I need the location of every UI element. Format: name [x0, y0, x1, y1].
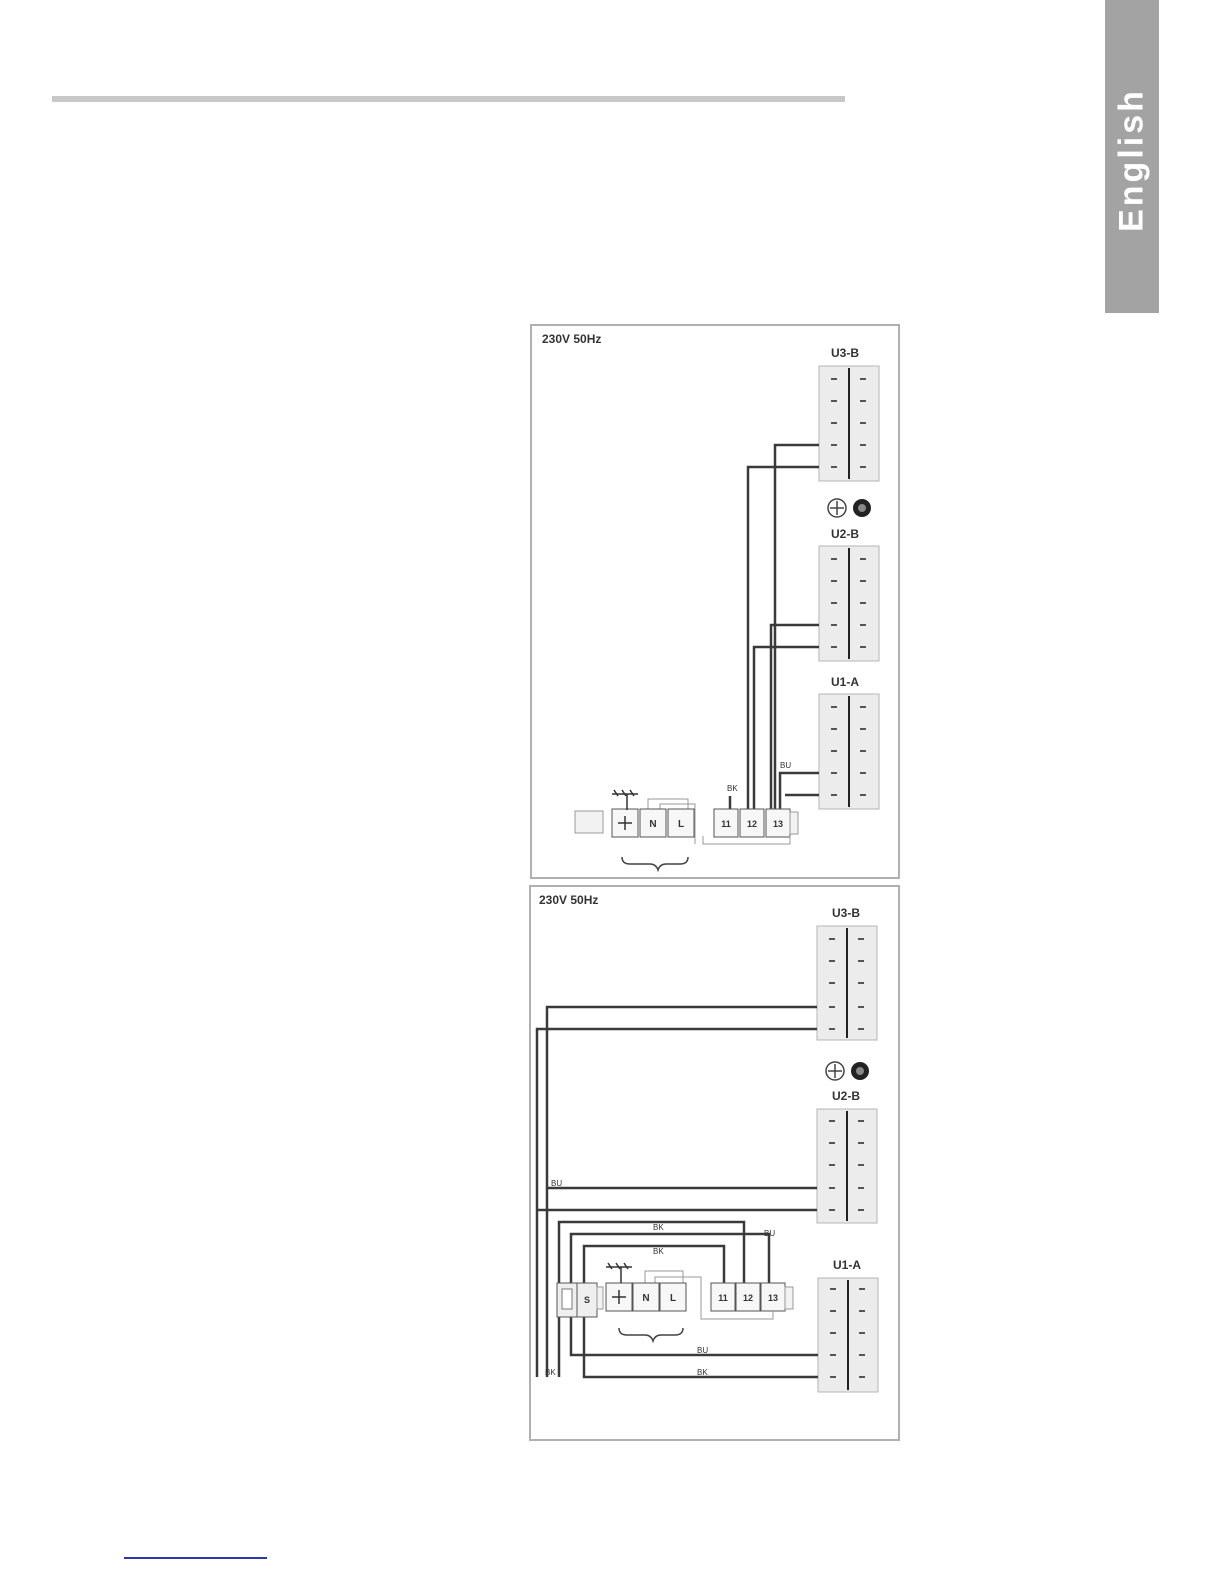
wire-label-bu: BU — [697, 1346, 709, 1355]
diagram-title: 230V 50Hz — [542, 332, 602, 346]
ground-symbol — [826, 1062, 844, 1080]
language-tab — [1105, 0, 1159, 313]
wire-label-bu: BU — [780, 761, 792, 770]
terminal-label-n: N — [649, 819, 657, 830]
unit-label-u3b: U3-B — [831, 906, 861, 920]
terminal-label-11: 11 — [718, 1293, 728, 1303]
terminal-block-u3b — [819, 366, 879, 481]
isolator-switch — [557, 1283, 597, 1317]
terminal-label-12: 12 — [742, 1293, 754, 1303]
terminal-label-l: L — [677, 819, 685, 830]
wire-label-bk: BK — [653, 1223, 664, 1232]
wire-label-bk: BK — [697, 1368, 708, 1377]
unit-label-u3b: U3-B — [830, 346, 860, 360]
language-tab-label: English — [1112, 88, 1151, 232]
earth-connector-icon — [853, 499, 871, 517]
terminal-label-12: 12 — [746, 819, 758, 829]
ground-symbol — [828, 499, 846, 517]
terminal-label-11: 11 — [721, 819, 731, 829]
wire-label-bk: BK — [545, 1368, 556, 1377]
wiring-diagram-1 — [530, 324, 900, 884]
wire-label-bu: BU — [551, 1179, 563, 1188]
footer-link-rule — [124, 1557, 267, 1559]
terminal-block-u3b — [817, 926, 877, 1040]
header-rule — [52, 96, 845, 102]
wire-label-bk: BK — [727, 784, 738, 793]
unit-label-u1a: U1-A — [832, 1258, 862, 1272]
terminal-label-13: 13 — [767, 1293, 779, 1303]
terminal-label-n: N — [642, 1293, 650, 1304]
switch-label: S — [583, 1295, 591, 1305]
unit-label-u1a: U1-A — [830, 675, 860, 689]
unit-label-u2b: U2-B — [831, 1089, 861, 1103]
terminal-block-u1a — [818, 1278, 878, 1392]
unit-label-u2b: U2-B — [830, 527, 860, 541]
terminal-block-u1a — [819, 694, 879, 809]
wire-label-bk: BK — [653, 1247, 664, 1256]
earth-connector-icon — [851, 1062, 869, 1080]
diagram-title: 230V 50Hz — [539, 893, 599, 907]
terminal-block-u2b — [819, 546, 879, 661]
terminal-label-l: L — [669, 1293, 677, 1304]
terminal-block-u2b — [817, 1109, 877, 1223]
wiring-diagram-2 — [529, 885, 900, 1446]
terminal-label-13: 13 — [772, 819, 784, 829]
wire-label-bu: BU — [764, 1229, 776, 1238]
